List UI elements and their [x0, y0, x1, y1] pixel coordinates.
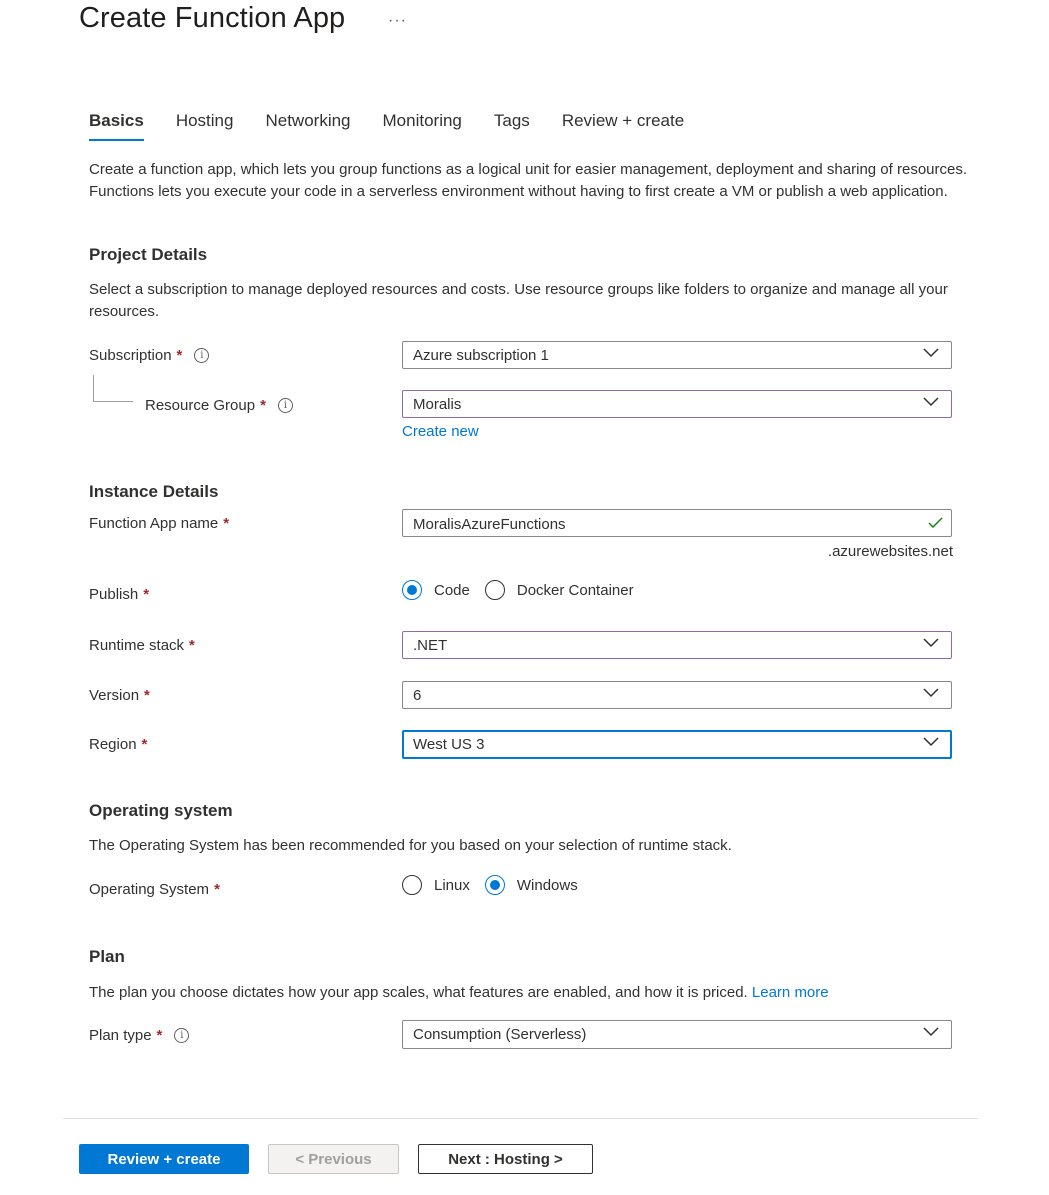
os-linux-radio[interactable]: [402, 875, 422, 895]
required-marker: *: [214, 881, 220, 898]
required-marker: *: [260, 397, 266, 414]
plan-heading: Plan: [89, 947, 125, 966]
subscription-value: Azure subscription 1: [413, 347, 549, 364]
publish-label-text: Publish: [89, 586, 139, 603]
plan-description-text: The plan you choose dictates how your app scales, what features are enabled, and how it is priced.: [89, 984, 748, 1001]
subscription-label: [89, 347, 209, 364]
project-details-description: Select a subscription to manage deployed resources and costs. Use resource groups like folders to organize and manage all your resources.: [89, 281, 948, 320]
runtime-stack-label: [89, 637, 195, 654]
plan-description: [89, 982, 969, 1004]
resource-group-label-text: Resource Group: [145, 397, 256, 414]
region-value: West US 3: [413, 736, 485, 753]
os-linux-label[interactable]: Linux: [434, 876, 470, 894]
plan-type-dropdown[interactable]: [402, 1020, 952, 1049]
publish-radio-group: [402, 580, 649, 600]
previous-button: < Previous: [268, 1144, 399, 1174]
os-radio-group: [402, 875, 593, 895]
version-value: 6: [413, 687, 422, 704]
required-marker: *: [156, 1027, 163, 1044]
instance-details-heading: Instance Details: [89, 482, 219, 501]
chevron-down-icon: [923, 397, 939, 407]
required-marker: *: [176, 347, 183, 364]
plan-type-label: [89, 1027, 189, 1044]
function-app-name-field[interactable]: [402, 509, 952, 537]
tab-monitoring[interactable]: Monitoring: [382, 111, 462, 130]
checkmark-icon: [928, 517, 943, 529]
page-title: Create Function App: [79, 2, 346, 34]
operating-system-label: [89, 881, 220, 898]
tab-review-create[interactable]: Review + create: [561, 111, 685, 130]
chevron-down-icon: [923, 1027, 939, 1037]
project-details-heading: Project Details: [89, 245, 208, 264]
info-icon[interactable]: i: [174, 1028, 189, 1043]
more-options-icon[interactable]: ···: [388, 12, 407, 29]
footer-divider: [63, 1118, 978, 1119]
publish-docker-radio[interactable]: [485, 580, 505, 600]
version-label: [89, 687, 150, 704]
chevron-down-icon: [923, 688, 939, 698]
function-app-name-label: [89, 515, 229, 532]
region-label: [89, 736, 147, 753]
tree-connector: [93, 401, 133, 402]
chevron-down-icon: [923, 348, 939, 358]
os-windows-label[interactable]: Windows: [516, 876, 578, 894]
required-marker: *: [189, 637, 195, 654]
operating-system-label-text: Operating System: [89, 881, 210, 898]
plan-type-value: Consumption (Serverless): [413, 1026, 587, 1043]
resource-group-dropdown[interactable]: [402, 390, 952, 418]
version-label-text: Version: [89, 687, 140, 704]
tab-hosting[interactable]: Hosting: [175, 111, 234, 130]
chevron-down-icon: [923, 737, 939, 747]
resource-group-value: Moralis: [413, 396, 462, 413]
info-icon[interactable]: i: [278, 398, 293, 413]
required-marker: *: [223, 515, 230, 532]
publish-code-radio[interactable]: [402, 580, 422, 600]
os-windows-radio[interactable]: [485, 875, 505, 895]
next-hosting-button[interactable]: Next : Hosting >: [418, 1144, 593, 1174]
plan-type-label-text: Plan type: [89, 1027, 152, 1044]
operating-system-description: The Operating System has been recommended for you based on your selection of runtime stack.: [89, 837, 732, 854]
function-app-name-input[interactable]: [403, 510, 915, 538]
chevron-down-icon: [923, 638, 939, 648]
tree-connector: [93, 375, 94, 401]
publish-label: [89, 586, 149, 603]
tab-tags[interactable]: Tags: [493, 111, 530, 130]
create-new-link[interactable]: Create new: [402, 423, 479, 440]
tab-networking[interactable]: Networking: [265, 111, 351, 130]
intro-text: Create a function app, which lets you group functions as a logical unit for easier management, deployment and sharing of resources. Functions lets you execute your code in a serverless environment without having to first create a VM or publish a web application.: [89, 161, 968, 200]
subscription-label-text: Subscription: [89, 347, 172, 364]
required-marker: *: [141, 736, 148, 753]
runtime-stack-value: .NET: [413, 637, 448, 654]
domain-suffix: .azurewebsites.net: [827, 543, 953, 560]
resource-group-label: [145, 397, 293, 414]
region-label-text: Region: [89, 736, 137, 753]
learn-more-link[interactable]: Learn more: [751, 984, 829, 1001]
subscription-dropdown[interactable]: [402, 341, 952, 369]
publish-code-label[interactable]: Code: [434, 581, 470, 599]
required-marker: *: [144, 687, 150, 704]
info-icon[interactable]: i: [194, 348, 209, 363]
review-create-button[interactable]: Review + create: [79, 1144, 249, 1174]
runtime-stack-label-text: Runtime stack: [89, 637, 185, 654]
tab-bar: [89, 108, 716, 144]
runtime-stack-dropdown[interactable]: [402, 631, 952, 659]
publish-docker-label[interactable]: Docker Container: [516, 581, 634, 599]
function-app-name-label-text: Function App name: [89, 515, 219, 532]
operating-system-heading: Operating system: [89, 801, 233, 820]
region-dropdown[interactable]: [402, 730, 952, 759]
tab-basics[interactable]: Basics: [89, 108, 144, 144]
version-dropdown[interactable]: [402, 681, 952, 709]
required-marker: *: [143, 586, 150, 603]
